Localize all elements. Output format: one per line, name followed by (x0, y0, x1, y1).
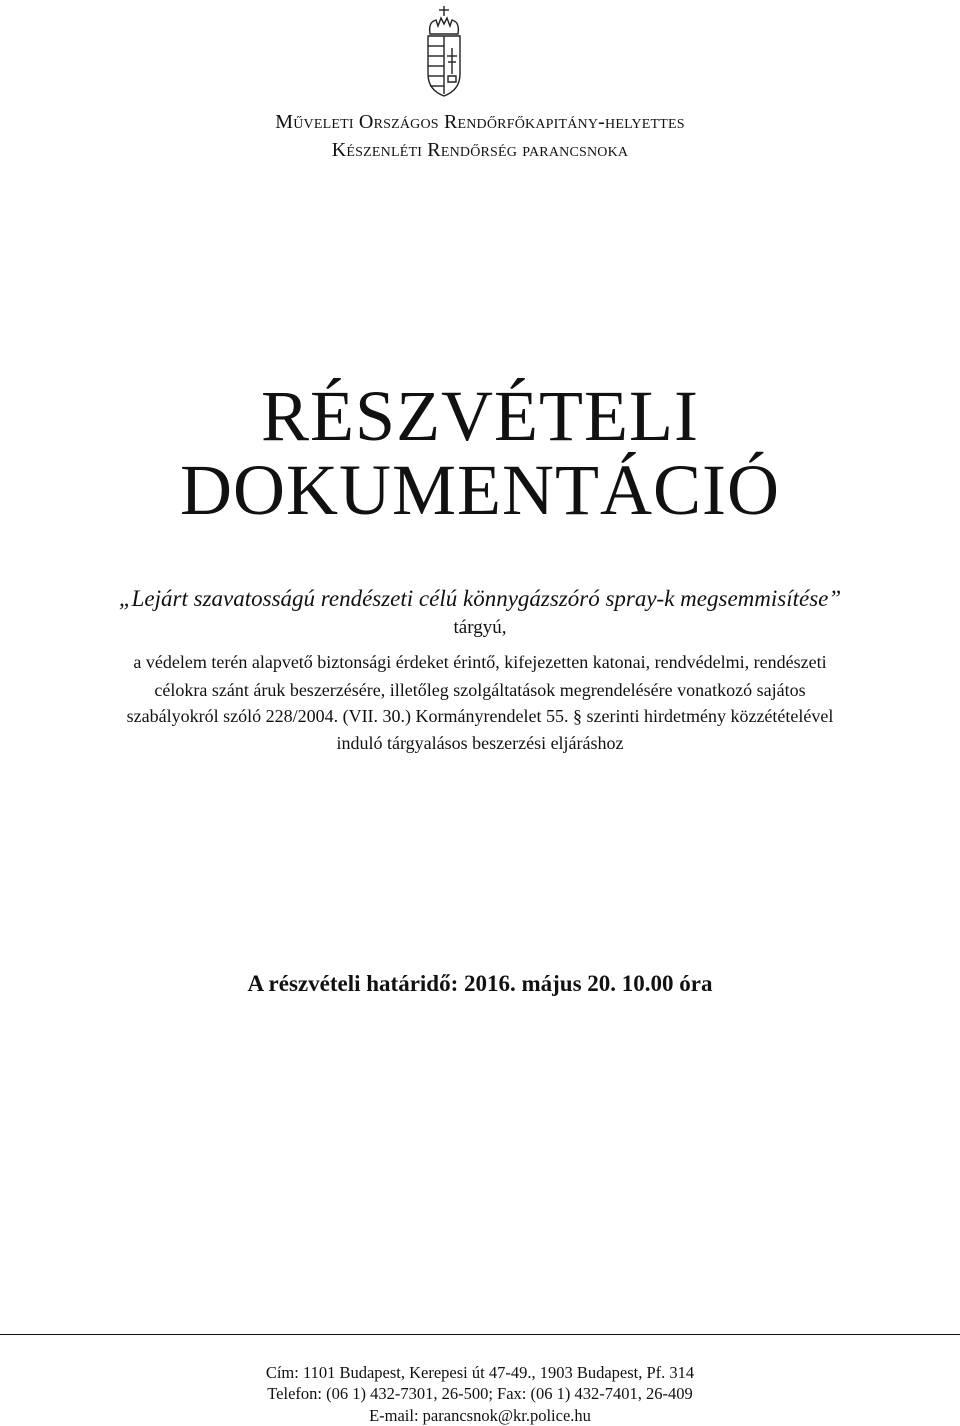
legal-basis-line: a védelem terén alapvető biztonsági érdeket érintő, kifejezetten katonai, rendvédelmi, rendészeti (133, 652, 827, 672)
legal-basis-line: szabályokról szóló 228/2004. (VII. 30.) Kormányrendelet 55. § szerinti hirdetmény közzétételével (126, 706, 834, 726)
footer-divider (0, 1334, 960, 1335)
legal-basis-line: célokra szánt áruk beszerzésére, illetőleg szolgáltatások megrendelésére vonatkozó sajátos (154, 680, 806, 700)
footer-phone-fax: Telefon: (06 1) 432-7301, 26-500; Fax: (06 1) 432-7401, 26-409 (267, 1384, 693, 1403)
hungarian-coat-of-arms-icon (418, 4, 470, 100)
org-name-line2: Készenléti Rendőrség parancsnoka (331, 139, 629, 161)
participation-deadline: A részvételi határidő: 2016. május 20. 10.00 óra (247, 971, 713, 996)
footer-address: Cím: 1101 Budapest, Kerepesi út 47-49., 1903 Budapest, Pf. 314 (265, 1363, 695, 1382)
document-title-line1: RÉSZVÉTELI (261, 376, 699, 456)
document-title-line2: DOKUMENTÁCIÓ (180, 450, 780, 530)
procurement-subject: „Lejárt szavatosságú rendészeti célú könnygázszóró spray-k megsemmisítése” (118, 586, 842, 611)
footer-email[interactable]: E-mail: parancsnok@kr.police.hu (369, 1406, 591, 1425)
legal-basis-line: induló tárgyalásos beszerzési eljáráshoz (336, 733, 624, 753)
org-name-line1: Műveleti Országos Rendőrfőkapitány-helyettes (275, 111, 685, 133)
subject-suffix: tárgyú, (453, 617, 507, 638)
